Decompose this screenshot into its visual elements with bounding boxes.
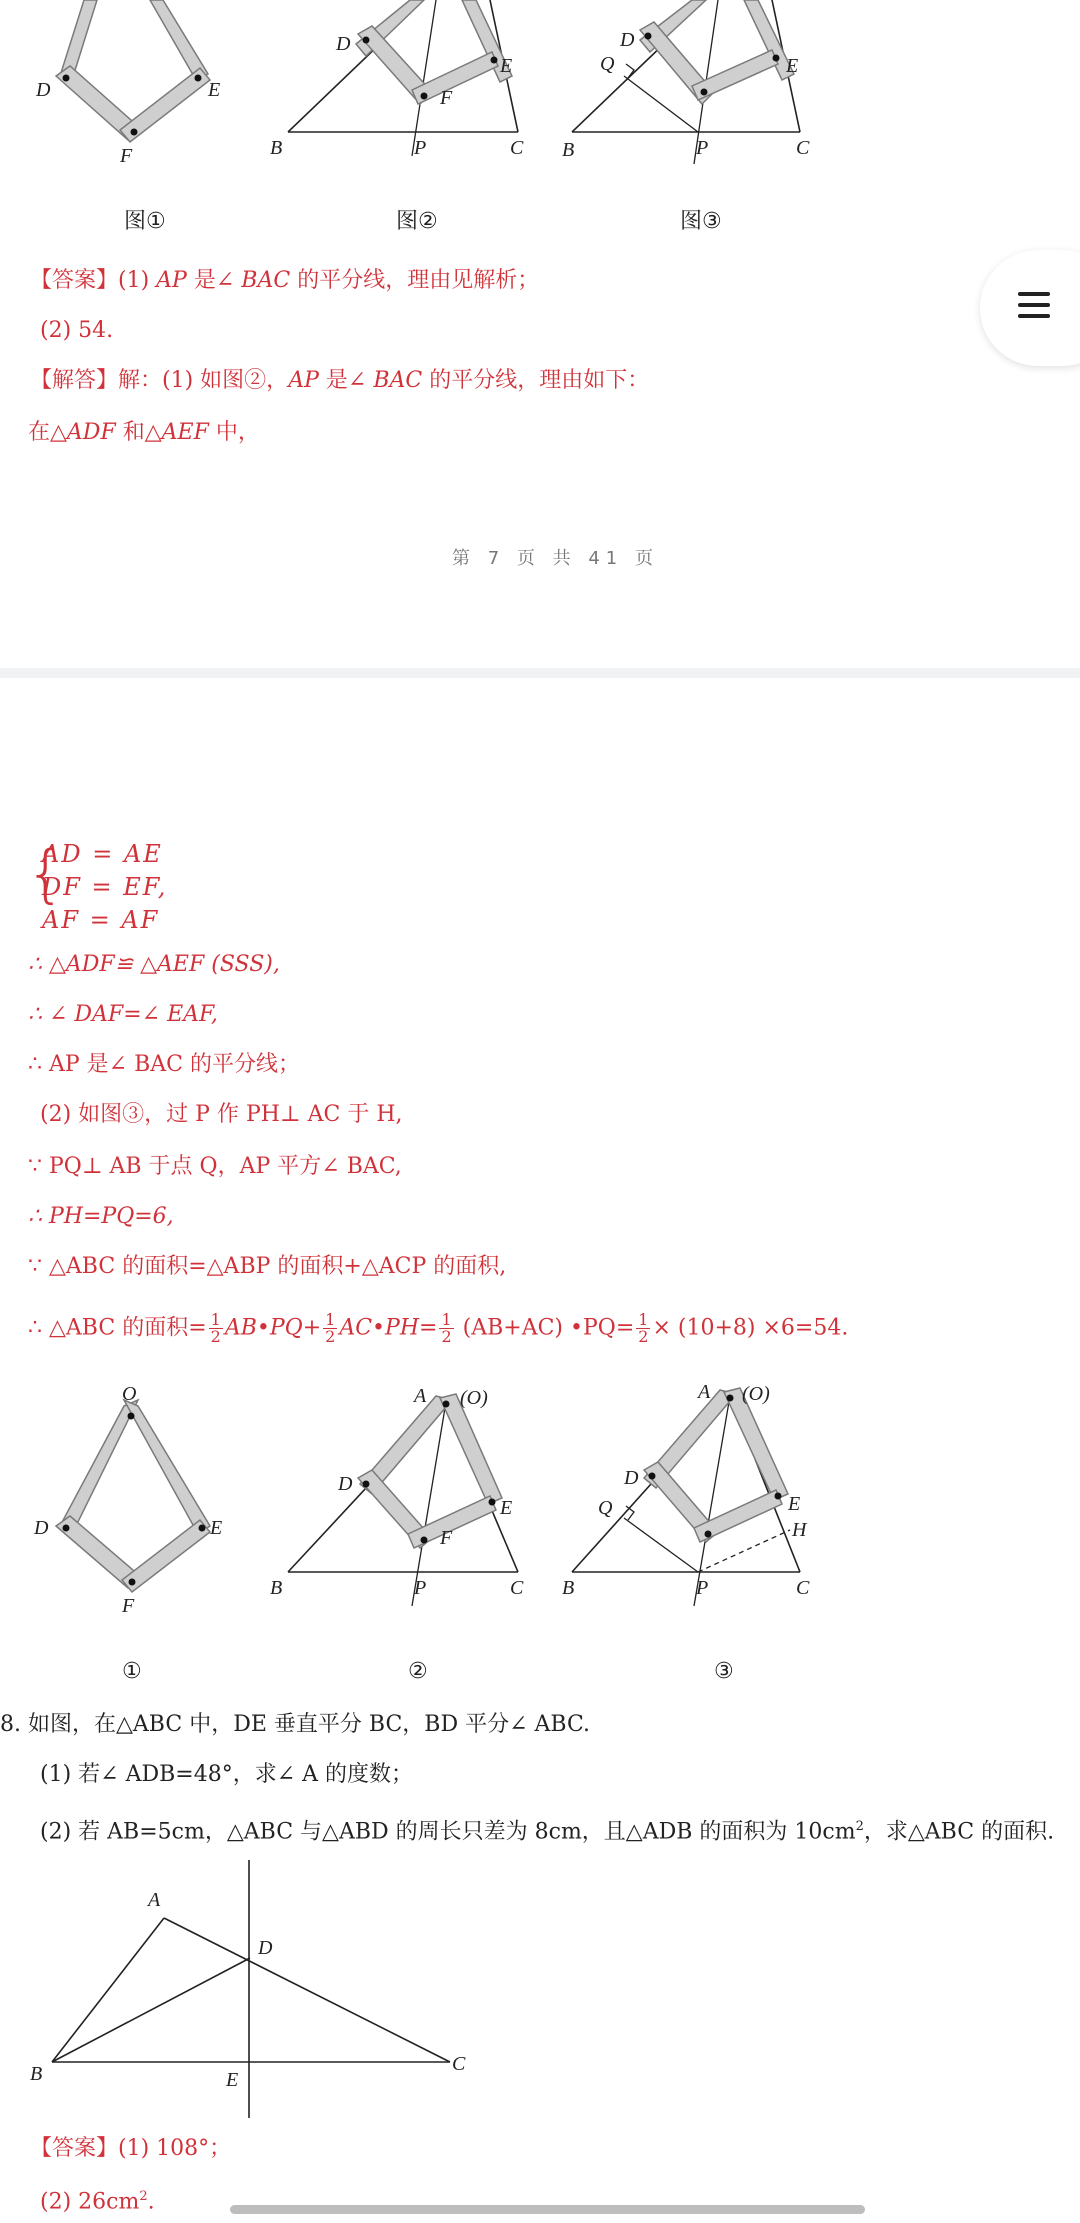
svg-text:F: F	[440, 87, 453, 109]
svg-text:D: D	[338, 1473, 353, 1495]
answer-1-line2: (2) 54.	[40, 318, 114, 343]
svg-text:P: P	[696, 1577, 709, 1599]
fraction-half: $\frac{1}{2}$	[210, 1310, 221, 1346]
proof-line-6: ∴ PH=PQ=6,	[28, 1204, 174, 1229]
svg-text:Q: Q	[600, 53, 615, 75]
svg-text:C: C	[452, 2053, 466, 2075]
svg-text:D: D	[336, 33, 351, 55]
svg-text:C: C	[796, 137, 810, 159]
svg-text:E: E	[226, 2069, 239, 2091]
fraction-half: $\frac{1}{2}$	[325, 1310, 336, 1346]
stick-od	[60, 0, 97, 80]
caption-mid-2: ②	[408, 1659, 428, 1684]
page-number: 第 7 页 共 41 页	[452, 548, 659, 569]
svg-text:(O): (O)	[460, 1387, 488, 1409]
solution-1-intro: 【解答】解：(1) 如图②，AP 是∠ BAC 的平分线，理由如下：	[30, 368, 650, 393]
svg-text:B: B	[562, 1577, 575, 1599]
svg-text:E: E	[500, 55, 513, 77]
svg-text:E: E	[788, 1493, 801, 1515]
svg-text:P: P	[696, 137, 709, 159]
proof-line-7: ∵ △ABC 的面积=△ABP 的面积+△ACP 的面积,	[28, 1254, 507, 1279]
system-brace: {	[26, 837, 66, 910]
svg-text:B: B	[30, 2063, 43, 2085]
label-d: D	[36, 79, 51, 101]
svg-text:Q: Q	[598, 1497, 613, 1519]
caption-fig1: 图①	[124, 209, 166, 234]
svg-text:O: O	[122, 1383, 137, 1405]
mid-figures	[0, 1370, 840, 1690]
proof-line-8: ∴ △ABC 的面积= $\frac{1}{2}$ AB•PQ+ $\frac{1}{2}$ AC•PH= $\frac{1}{2}$ (AB+AC) •PQ= $\frac{1}{2}$ × (10+8) ×6=54.	[28, 1310, 849, 1346]
page-separator	[0, 668, 1080, 678]
svg-text:E: E	[210, 1517, 223, 1539]
caption-fig2: 图②	[396, 209, 438, 234]
svg-text:P: P	[414, 1577, 427, 1599]
svg-text:D: D	[624, 1467, 639, 1489]
proof-line-5: ∵ PQ⊥ AB 于点 Q，AP 平方∠ BAC,	[28, 1154, 402, 1179]
figure-1-mid	[33, 1383, 222, 1617]
svg-text:(O): (O)	[742, 1383, 770, 1405]
figure-3-mid	[562, 1381, 810, 1606]
proof-line-2: ∴ ∠ DAF=∠ EAF,	[28, 1002, 218, 1027]
svg-text:C: C	[510, 137, 524, 159]
proof-line-1: ∴ △ADF≌ △AEF (SSS),	[28, 952, 280, 977]
stick-od-mid	[60, 1400, 138, 1534]
problem-8-q2: (2) 若 AB=5cm，△ABC 与△ABD 的周长只差为 8cm，且△ADB 的面积为 $10cm^2$，求△ABC 的面积.	[40, 1819, 1055, 1845]
problem-8-figure	[0, 1850, 520, 2130]
answer-8-line2: (2) $26cm^2$.	[40, 2189, 155, 2215]
svg-text:F: F	[440, 1527, 453, 1549]
menu-button[interactable]	[980, 250, 1080, 366]
system-eq1: AD = AE	[42, 840, 163, 868]
svg-text:B: B	[270, 137, 283, 159]
svg-text:B: B	[562, 139, 575, 161]
answer-1-line1: 【答案】(1) AP 是∠ BAC 的平分线，理由见解析；	[30, 268, 540, 293]
stick-ae-mid	[440, 1394, 502, 1504]
label-f: F	[120, 145, 133, 167]
figure-1-top	[35, 0, 220, 167]
svg-text:F: F	[122, 1595, 135, 1617]
figure-2-top	[270, 0, 524, 159]
svg-text:E: E	[500, 1497, 513, 1519]
svg-text:E: E	[786, 55, 799, 77]
figure-3-top	[562, 0, 810, 164]
svg-text:P: P	[414, 137, 427, 159]
label-e: E	[208, 79, 221, 101]
proof-line-3: ∴ AP 是∠ BAC 的平分线；	[28, 1052, 300, 1077]
problem-8-stem: 8. 如图，在△ABC 中，DE 垂直平分 BC，BD 平分∠ ABC.	[0, 1712, 591, 1737]
svg-text:H: H	[792, 1519, 807, 1541]
caption-fig3: 图③	[680, 209, 722, 234]
svg-text:A: A	[414, 1385, 427, 1407]
svg-text:D: D	[258, 1937, 273, 1959]
caption-mid-3: ③	[714, 1659, 734, 1684]
figure-2-mid	[270, 1385, 524, 1606]
svg-text:C: C	[796, 1577, 810, 1599]
stick-oe-mid	[124, 1400, 210, 1534]
proof-line-4: (2) 如图③，过 P 作 PH⊥ AC 于 H,	[40, 1102, 403, 1127]
svg-text:D: D	[34, 1517, 49, 1539]
svg-text:B: B	[270, 1577, 283, 1599]
top-figures	[0, 0, 840, 240]
system-eq3: AF = AF	[42, 906, 160, 934]
fraction-half: $\frac{1}{2}$	[441, 1310, 452, 1346]
system-eq2: DF = EF,	[42, 873, 168, 901]
fraction-half: $\frac{1}{2}$	[638, 1310, 649, 1346]
svg-text:A: A	[148, 1889, 161, 1911]
svg-text:D: D	[620, 29, 635, 51]
hamburger-icon	[1018, 292, 1050, 320]
svg-text:A: A	[698, 1381, 711, 1403]
home-indicator[interactable]	[230, 2205, 865, 2214]
answer-8-line1: 【答案】(1) 108°；	[30, 2136, 232, 2161]
solution-1-line2: 在△ADF 和△AEF 中，	[28, 420, 260, 445]
problem-8-q1: (1) 若∠ ADB=48°，求∠ A 的度数；	[40, 1762, 414, 1787]
svg-text:C: C	[510, 1577, 524, 1599]
caption-mid-1: ①	[122, 1659, 142, 1684]
